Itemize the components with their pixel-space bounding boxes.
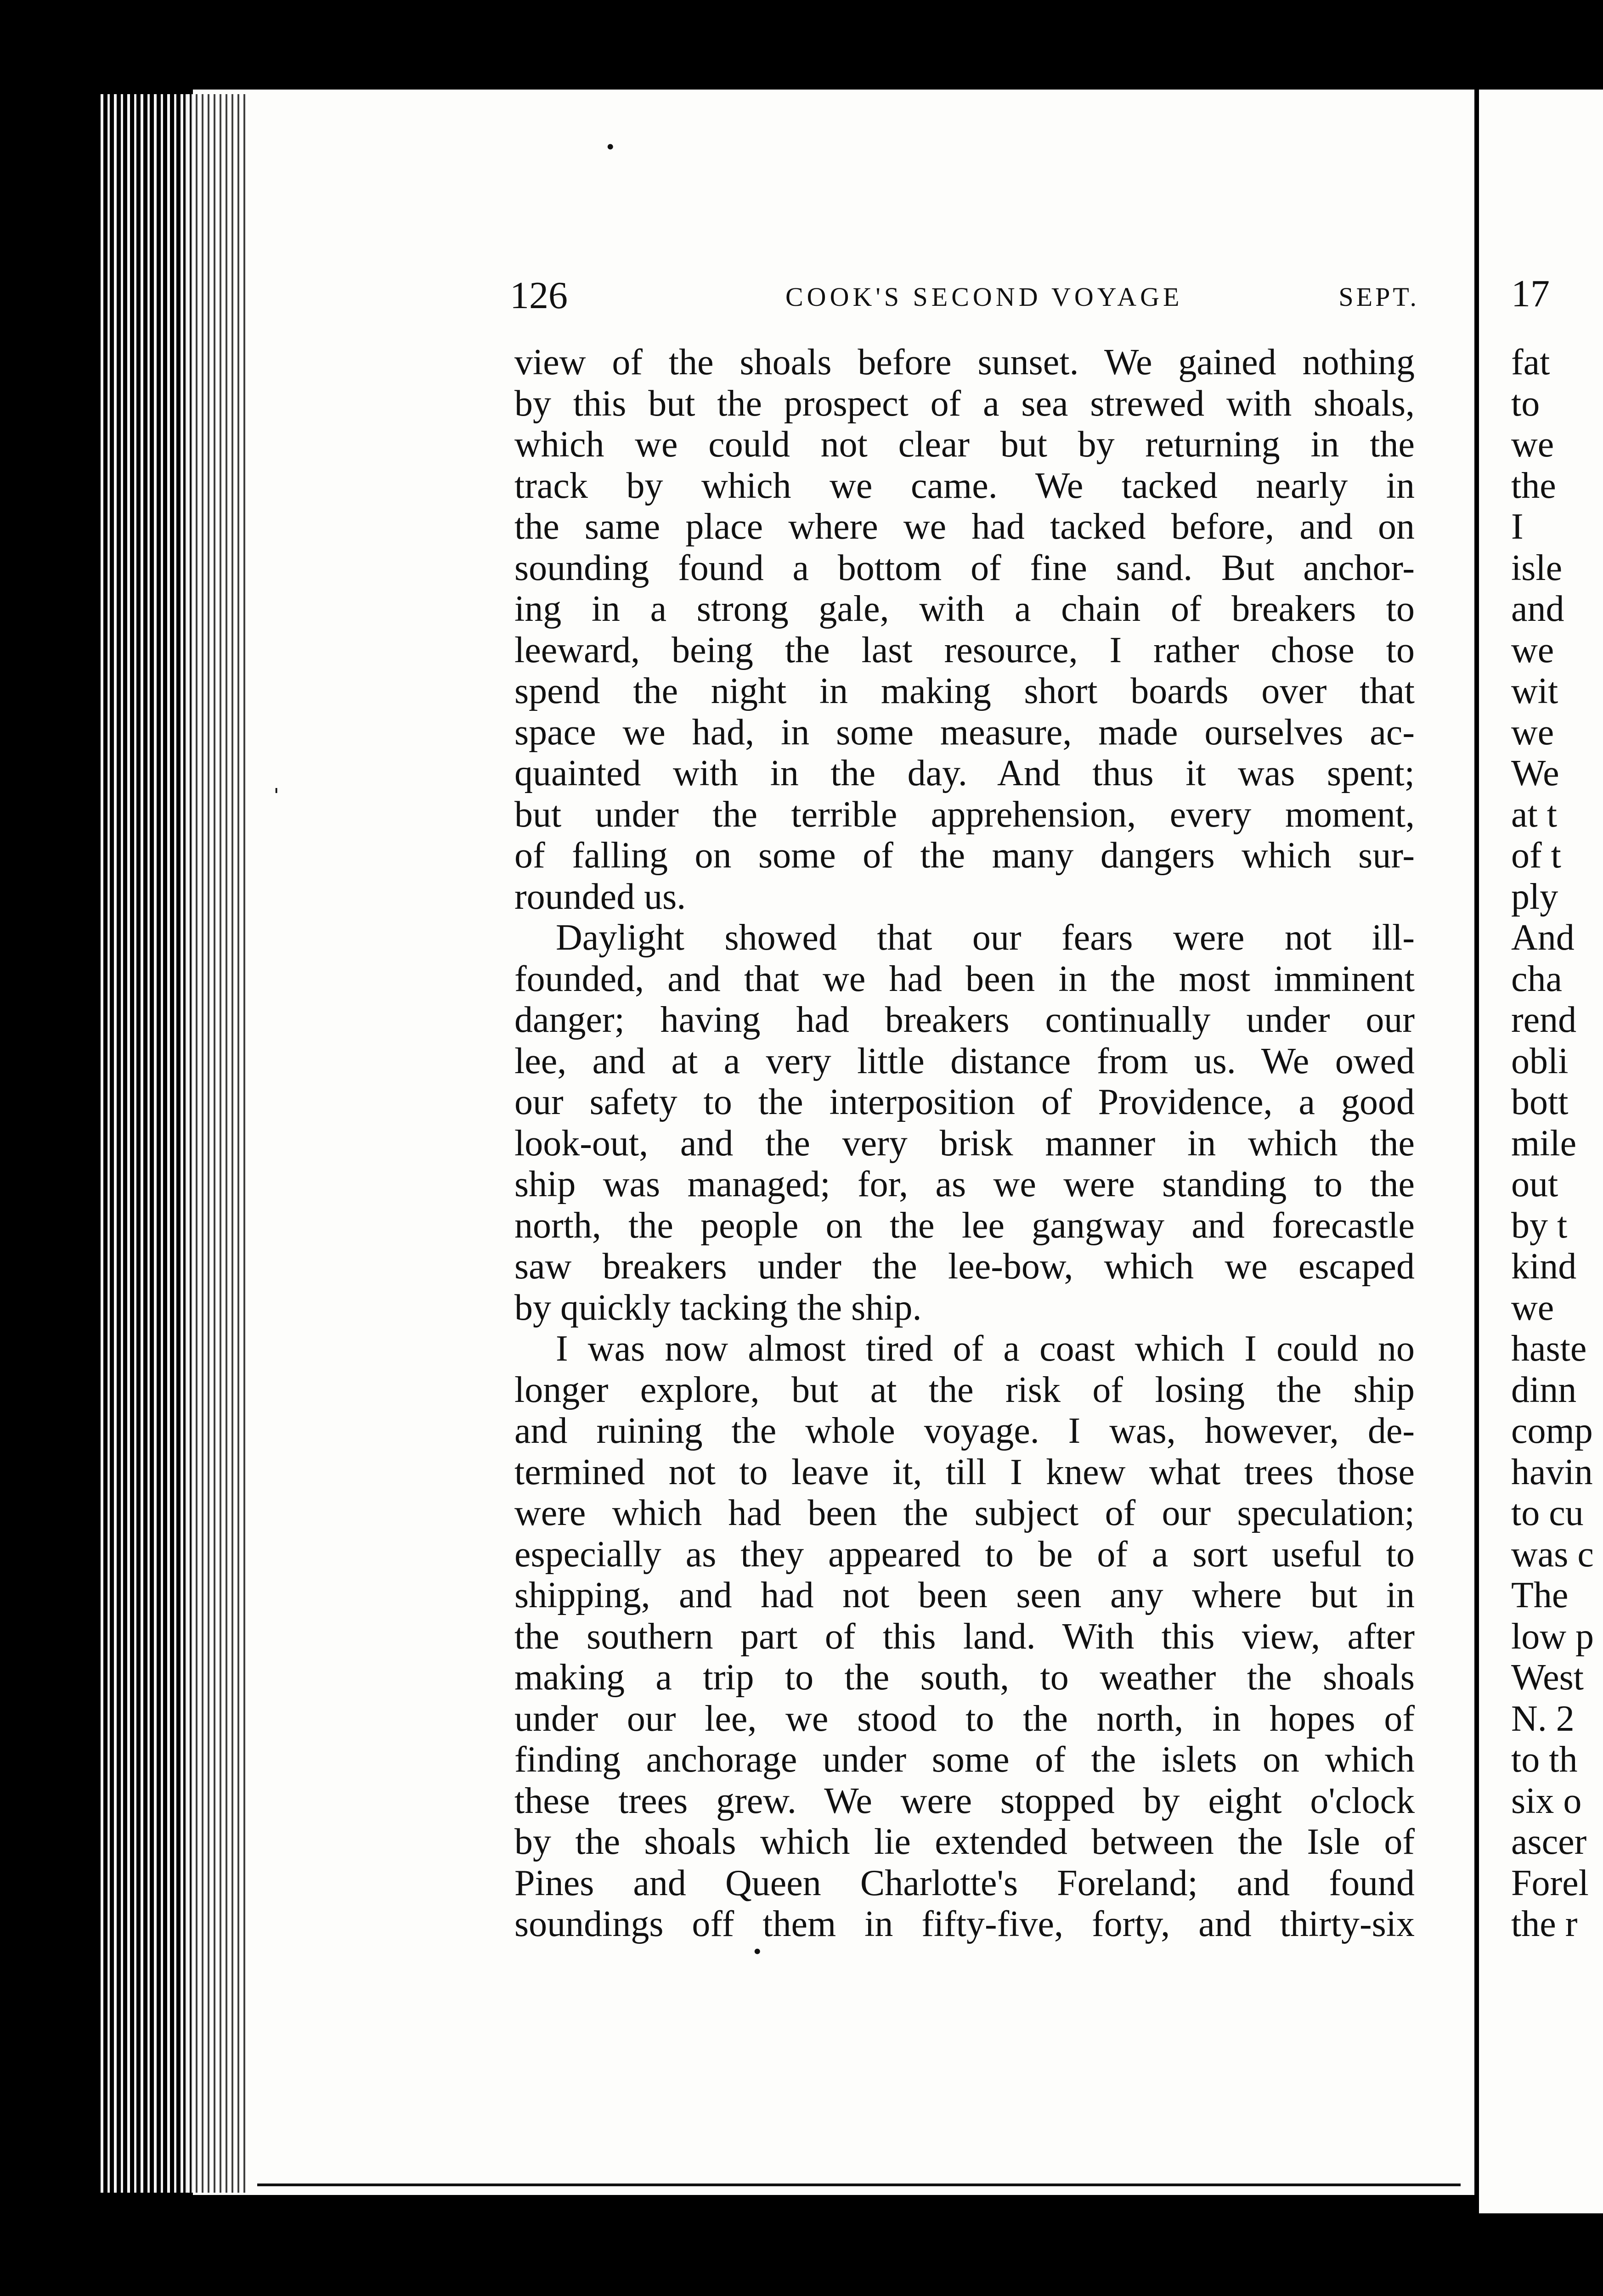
right-text-fragment: haste (1511, 1328, 1587, 1369)
text-line: look-out, and the very brisk manner in which the (514, 1123, 1415, 1164)
right-text-fragment: We (1511, 753, 1559, 793)
text-line: the southern part of this land. With this view, after (514, 1616, 1415, 1657)
right-text-fragment: Forel (1511, 1863, 1589, 1903)
text-line: founded, and that we had been in the most imminent (514, 958, 1415, 999)
right-text-fragment: the (1511, 465, 1556, 506)
right-text-fragment: the r (1511, 1904, 1578, 1944)
right-text-fragment: fat (1511, 342, 1550, 383)
right-text-fragment: of t (1511, 835, 1561, 876)
text-line: spend the night in making short boards over that (514, 671, 1415, 711)
text-line: especially as they appeared to be of a sort useful to (514, 1534, 1415, 1575)
text-line: quainted with in the day. And thus it was spent; (514, 753, 1415, 793)
text-line: our safety to the interposition of Providence, a good (514, 1082, 1415, 1122)
right-page-text (1511, 273, 1603, 1945)
text-line: leeward, being the last resource, I rather chose to (514, 630, 1415, 670)
right-text-fragment: we (1511, 1287, 1554, 1328)
right-text-fragment: cha (1511, 958, 1563, 999)
text-line: sounding found a bottom of fine sand. But anchor- (514, 547, 1415, 588)
text-line: and ruining the whole voyage. I was, however, de- (514, 1411, 1415, 1451)
right-text-fragment: out (1511, 1164, 1558, 1204)
right-page-number: 17 (1511, 273, 1550, 315)
right-text-fragment: ascer (1511, 1822, 1587, 1862)
right-text-fragment: kind (1511, 1246, 1577, 1287)
right-text-fragment: by t (1511, 1205, 1568, 1246)
text-line: but under the terrible apprehension, every moment, (514, 794, 1415, 835)
text-line: making a trip to the south, to weather the shoals (514, 1657, 1415, 1698)
text-line: track by which we came. We tacked nearly in (514, 465, 1415, 506)
text-line: north, the people on the lee gangway and forecastle (514, 1205, 1415, 1246)
text-line: were which had been the subject of our speculation; (514, 1493, 1415, 1533)
text-line: Pines and Queen Charlotte's Foreland; and found (514, 1863, 1415, 1903)
right-text-fragment: at t (1511, 794, 1557, 835)
text-line: the same place where we had tacked before, and on (514, 506, 1415, 547)
right-text-fragment: was c (1511, 1534, 1594, 1575)
text-line: longer explore, but at the risk of losing the ship (514, 1369, 1415, 1410)
running-header (510, 273, 1419, 315)
text-line: Daylight showed that our fears were not ill- (556, 917, 1415, 958)
text-line: space we had, in some measure, made ourselves ac- (514, 712, 1415, 753)
ink-speck: • (606, 134, 615, 159)
right-text-fragment: wit (1511, 671, 1558, 711)
right-text-fragment: to (1511, 383, 1540, 424)
right-text-fragment: we (1511, 630, 1554, 670)
text-line: ship was managed; for, as we were standing to the (514, 1164, 1415, 1204)
right-text-fragment: I (1511, 506, 1524, 547)
ink-speck: ˌ (271, 758, 282, 793)
text-line: by the shoals which lie extended between the Isle of (514, 1822, 1415, 1862)
text-line: shipping, and had not been seen any where but in (514, 1575, 1415, 1615)
text-line: by quickly tacking the ship. (514, 1287, 922, 1328)
body-text (514, 342, 1415, 1945)
text-line: under our lee, we stood to the north, in hopes of (514, 1698, 1415, 1739)
text-line: danger; having had breakers continually under our (514, 1000, 1415, 1040)
right-text-fragment: N. 2 (1511, 1698, 1575, 1739)
right-text-fragment: comp (1511, 1411, 1593, 1451)
running-title: COOK'S SECOND VOYAGE (785, 282, 1183, 312)
text-line: rounded us. (514, 876, 686, 917)
text-line: I was now almost tired of a coast which I could no (556, 1328, 1415, 1369)
text-line: ing in a strong gale, with a chain of breakers to (514, 589, 1415, 629)
right-text-fragment: The (1511, 1575, 1569, 1615)
right-text-fragment: six o (1511, 1780, 1582, 1821)
right-text-fragment: ply (1511, 876, 1558, 917)
right-text-fragment: to th (1511, 1739, 1578, 1780)
text-line: finding anchorage under some of the islets on which (514, 1739, 1415, 1780)
right-text-fragment: mile (1511, 1123, 1577, 1164)
text-line: view of the shoals before sunset. We gained nothing (514, 342, 1415, 383)
right-text-fragment: dinn (1511, 1369, 1577, 1410)
right-text-fragment: we (1511, 424, 1554, 465)
text-line: these trees grew. We were stopped by eight o'clock (514, 1780, 1415, 1821)
right-text-fragment: obli (1511, 1041, 1569, 1081)
right-text-fragment: havin (1511, 1452, 1593, 1492)
text-line: termined not to leave it, till I knew what trees those (514, 1452, 1415, 1492)
page-bottom-edge (257, 2183, 1461, 2186)
text-line: which we could not clear but by returning in the (514, 424, 1415, 465)
right-text-fragment: and (1511, 589, 1564, 629)
gutter-fade (184, 94, 248, 2193)
ink-speck: • (753, 1938, 762, 1964)
right-text-fragment: isle (1511, 547, 1563, 588)
page-number: 126 (510, 274, 568, 317)
running-month: SEPT. (1338, 282, 1419, 312)
page-bottom-shadow (193, 2195, 1474, 2213)
text-line: of falling on some of the many dangers which sur- (514, 835, 1415, 876)
right-text-fragment: to cu (1511, 1493, 1584, 1533)
text-line: soundings off them in fifty-five, forty, and thirty-six (514, 1904, 1415, 1944)
right-text-fragment: we (1511, 712, 1554, 753)
right-text-fragment: rend (1511, 1000, 1577, 1040)
text-line: lee, and at a very little distance from us. We owed (514, 1041, 1415, 1081)
right-text-fragment: And (1511, 917, 1575, 958)
right-text-fragment: West (1511, 1657, 1584, 1698)
right-text-fragment: bott (1511, 1082, 1569, 1122)
right-text-fragment: low p (1511, 1616, 1594, 1657)
text-line: by this but the prospect of a sea strewed with shoals, (514, 383, 1415, 424)
text-line: saw breakers under the lee-bow, which we escaped (514, 1246, 1415, 1287)
